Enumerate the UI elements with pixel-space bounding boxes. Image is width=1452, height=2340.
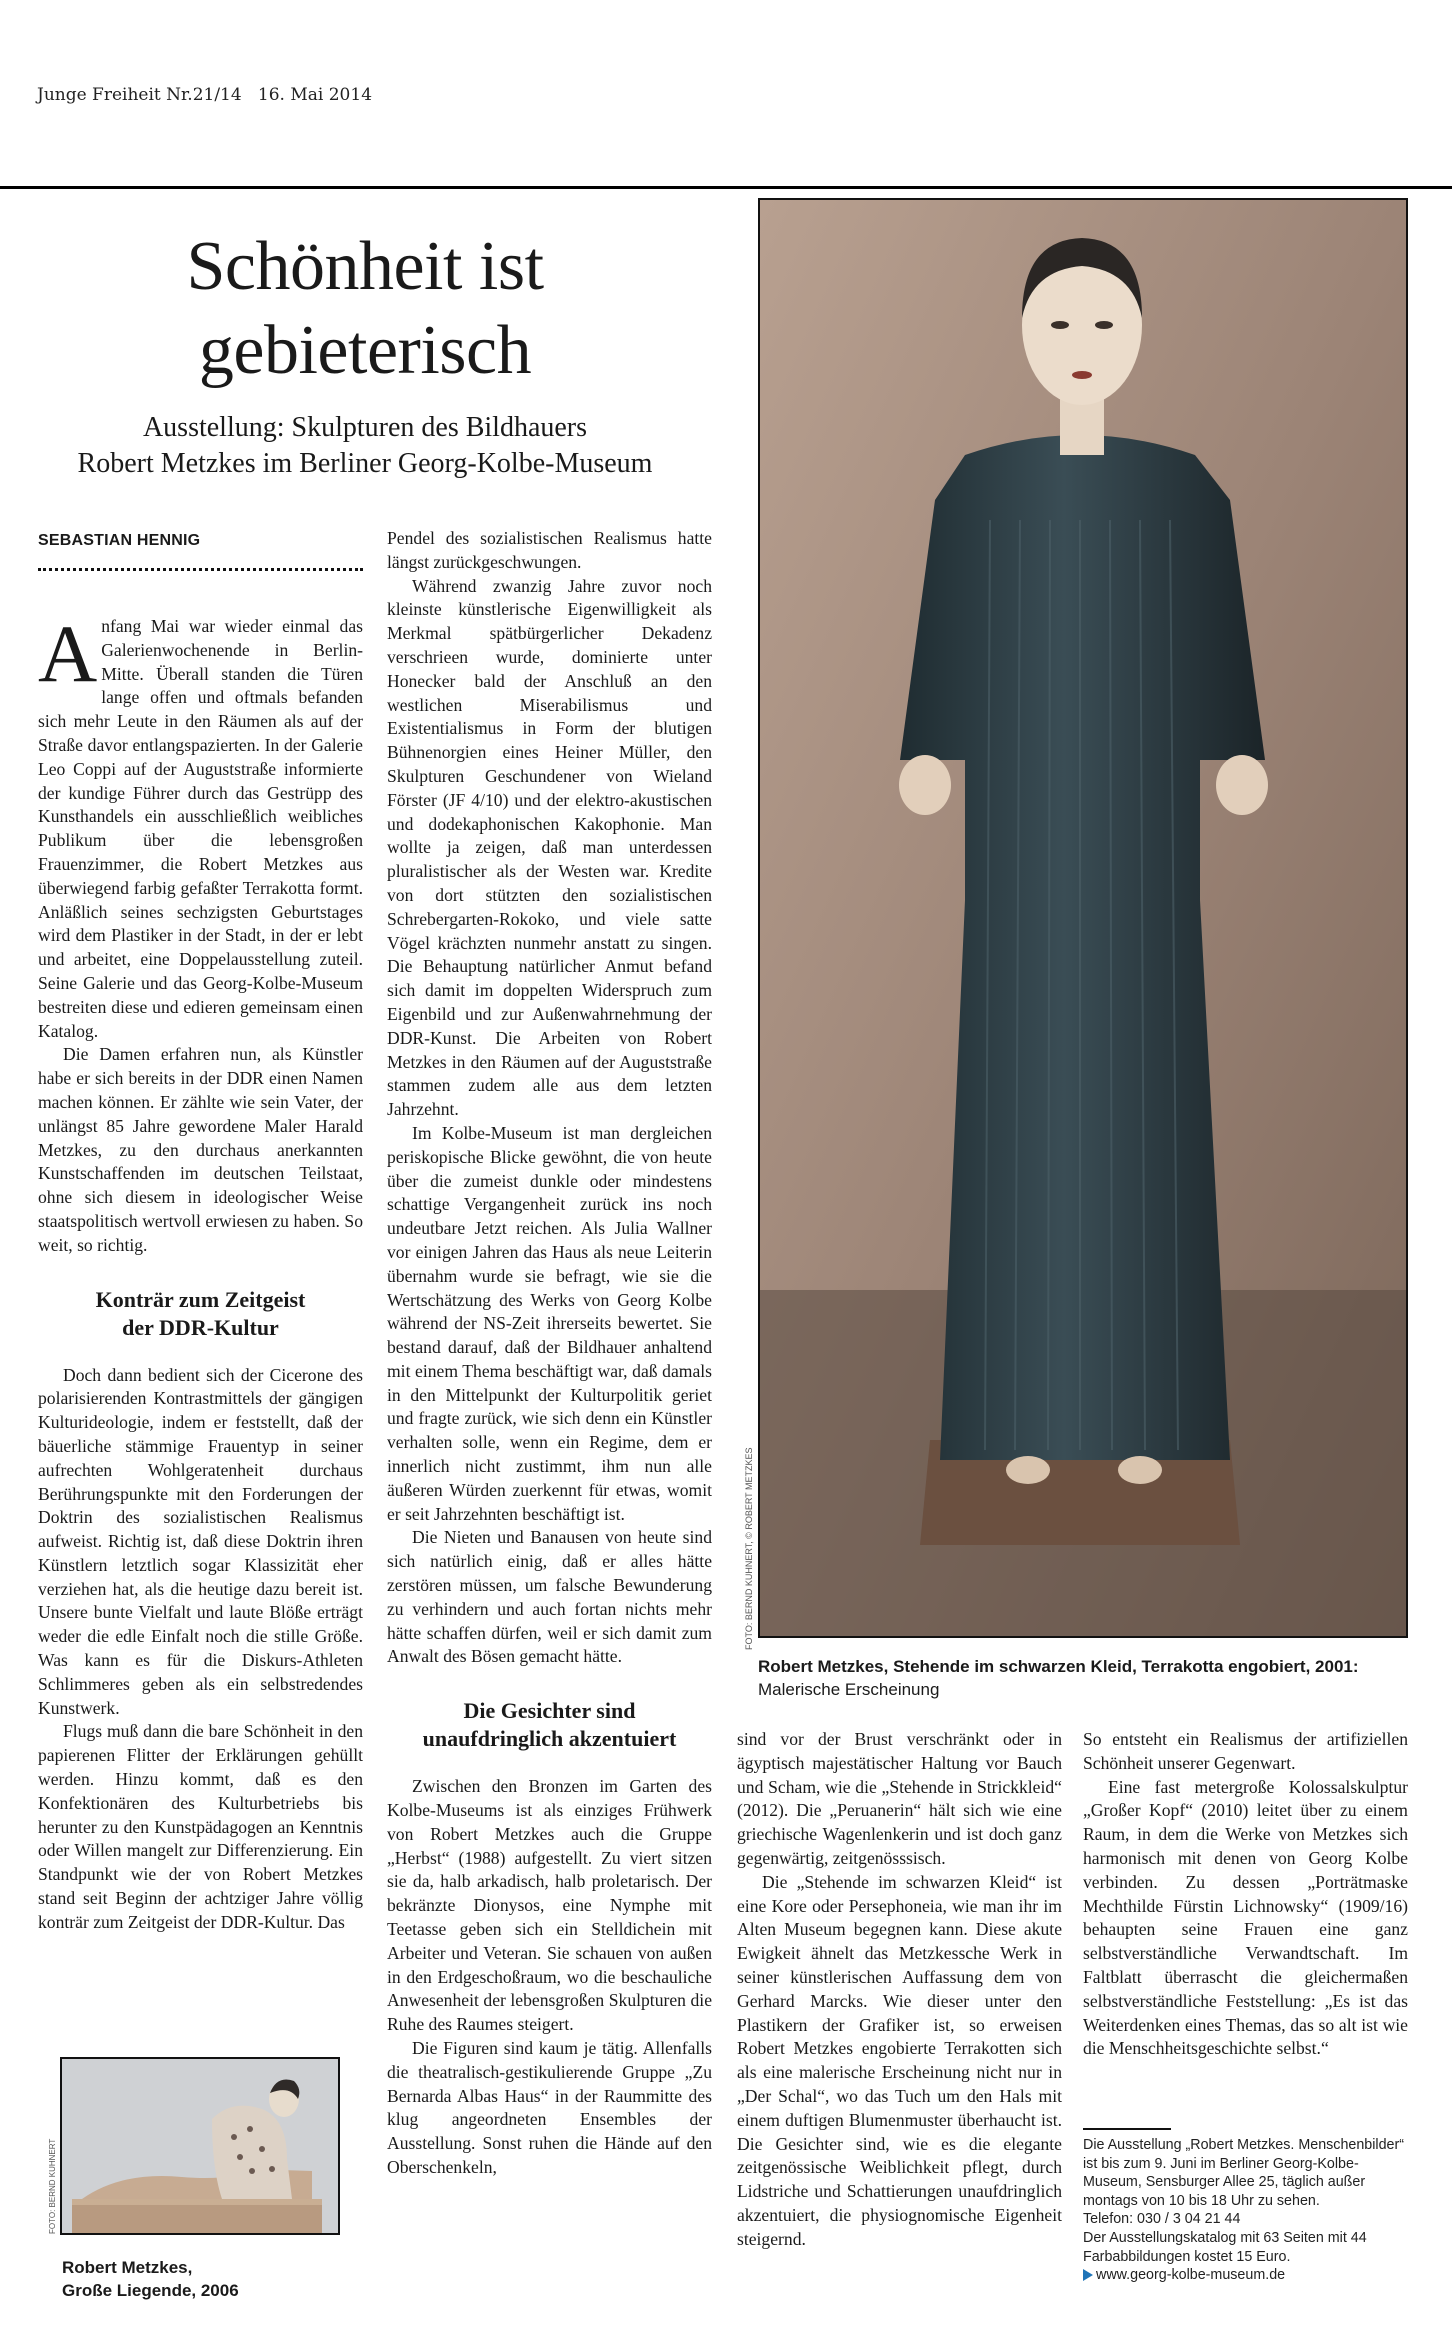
paragraph: Pendel des sozialistischen Realismus hatte längst zurückgeschwungen.: [387, 528, 712, 572]
paragraph: Flugs muß dann die bare Schönheit in den papierenen Flitter der Erklärungen gehüllt werden. Hinzu kommt, daß es den Konfektionären des Kulturbetriebs bis herunter zu den Kunstpädagogen an Kenntnis oder Willen mangelt zur Differenzierung. Ein Standpunkt wie der von Robert Metzkes stand seit Beginn der achtziger Jahre völlig konträr zum Zeitgeist der DDR-Kultur. Das: [38, 1721, 363, 1932]
paragraph: Während zwanzig Jahre zuvor noch kleinste künstlerische Eigenwilligkeit als Merkmal spätbürgerlicher Dekadenz verschrieen wurde, dominierte unter Honecker bald der Anschluß an den westlichen Miserabilismus und Existentialismus in Form der blutigen Bühnenorgien eines Heiner Müller, den Skulpturen Geschundener von Wieland Förster (JF 4/10) und der elektro-akustischen und dodekaphonischen Kakophonie. Man wollte ja zeigen, daß man unterdessen pluralistischer als der Westen war. Kredite von dort stützten den sozialistischen Schrebergarten-Rokoko, und viele satte Vögel krächzten nunmehr anstatt zu singen. Die Behauptung natürlicher Anmut befand sich damit im doppelten Widerspruch zum Eigenbild und zur Außenwahrnehmung der DDR-Kunst. Die Arbeiten von Robert Metzkes in den Räumen auf der Auguststraße stammen zudem alle aus dem letzten Jahrzehnt.: [387, 575, 712, 1120]
author-byline: SEBASTIAN HENNIG: [38, 532, 201, 549]
article-column-4: [1083, 1728, 1408, 2061]
article-column-1: [38, 608, 363, 1935]
publication-name: Junge Freiheit Nr.21/14: [37, 85, 242, 105]
paragraph-text: nfang Mai war wieder einmal das Galerienwochenende in Berlin-Mitte. Überall standen die Türen lange offen und oftmals befanden sich mehr Leute in den Räumen als auf der Straße davor entlangspazierten. In der Galerie Leo Coppi auf der Auguststraße informierte der kundige Führer durch das Gestrüpp des Kunsthandels ein ausschließlich weibliches Publikum über die lebensgroßen Frauenzimmer, die Robert Metzkes aus überwiegend farbig gefaßter Terrakotta formt. Anläßlich seines sechzigsten Geburtstages wird dem Plastiker in der Stadt, in der er lebt und arbeitet, eine Doppelausstellung zuteil. Seine Galerie und das Georg-Kolbe-Museum bestreiten diese und edieren gemeinsam einen Katalog.: [38, 616, 363, 1041]
paragraph: Die Nieten und Banausen von heute sind sich natürlich einig, daß er alles hätte zerstören müssen, um falsche Bewunderung zu verhindern und auch fortan nichts mehr hätte schaffen dürfen, weil er sich damit zum Anwalt des Bösen gemacht hätte.: [387, 1527, 712, 1667]
reclining-sculpture-illustration: [62, 2059, 338, 2233]
drop-cap: A: [38, 608, 98, 699]
info-box-rule: [1083, 2128, 1171, 2130]
paragraph: Zwischen den Bronzen im Garten des Kolbe-Museums ist als einziges Frühwerk von Robert Metzkes auch die Gruppe „Herbst“ (1988) aufgestellt. Zu viert sitzen sie da, halb arkadisch, halb proletarisch. Der bekränzte Dionysos, eine Nymphe mit Teetasse geben sich ein Stelldichein mit Arbeiter und Veteran. Sie schauen von außen in den Erdgeschoßraum, wo die beschauliche Anwesenheit der lebensgroßen Skulpturen die Ruhe des Raumes steigert.: [387, 1776, 712, 2035]
subheading-line: der DDR-Kultur: [122, 1314, 279, 1340]
paragraph: So entsteht ein Realismus der artifiziellen Schönheit unserer Gegenwart.: [1083, 1729, 1408, 1773]
caption-title: Robert Metzkes, Stehende im schwarzen Kleid, Terrakotta engobiert, 2001:: [758, 1657, 1359, 1676]
photo-credit: FOTO: BERND KUHNERT: [48, 2138, 57, 2234]
paragraph: Im Kolbe-Museum ist man dergleichen periskopische Blicke gewöhnt, die von heute über die zumeist dunkle oder mindestens schattige Vergangenheit zurück ins noch undeutbare Jetzt reichen. Als Julia Wallner vor einigen Jahren das Haus als neue Leiterin übernahm wurde sie befragt, wie sie die Wertschätzung des Werks von Georg Kolbe während der NS-Zeit ihrerseits bewertet. Sie bestand darauf, daß der Bildhauer anhaltend mit einem Thema beschäftigt war, daß damals in den Mittelpunkt der Kulturpolitik geriet und fragte zurück, wie sich denn ein Künstler verhalten solle, wenn ein Regime, dem er innerlich nicht zustimmt, ihm nun alle äußeren Würden zuerkennt für etwas, womit er seit Jahrzehnten beschäftigt ist.: [387, 1122, 712, 1524]
catalog-info: Der Ausstellungskatalog mit 63 Seiten mit 44 Farbabbildungen kostet 15 Euro.: [1083, 2229, 1367, 2265]
museum-link[interactable]: [1083, 2266, 1413, 2285]
photo-caption: [758, 1655, 1418, 1701]
paragraph: Die Figuren sind kaum je tätig. Allenfalls die theatralisch-gestikulierende Gruppe „Zu Bernarda Albas Haus“ in der Raummitte des klug angeordneten Ensembles der Ausstellung. Sonst ruhen die Hände auf den Oberschenkeln,: [387, 2038, 712, 2177]
page-header: [37, 85, 372, 105]
photo-caption: [62, 2256, 239, 2302]
triangle-right-icon: [1083, 2269, 1093, 2281]
paragraph: sind vor der Brust verschränkt oder in ägyptisch majestätischer Haltung vor Bauch und Scham, wie die „Stehende in Strickkleid“ (2012). Die „Peruanerin“ hält sich wie eine griechische Wagenlenkerin und ist doch ganz gegenwärtig, zeitgenösssisch.: [737, 1729, 1062, 1868]
paragraph: Die „Stehende im schwarzen Kleid“ ist eine Kore oder Persephoneia, wie man ihr im Alten Museum begegnen kann. Diese akute Ewigkeit ähnelt das Metzkessche Werk in seiner künstlerischen Auffassung dem von Gerhard Marcks. Wie dieser unter den Plastikern der Grafiker ist, so erweisen Robert Metzkes engobierte Terrakotten sich als eine malerische Erscheinung nicht nur in „Der Schal“, wo das Tuch um den Hals mit einem duftigen Blumenmuster überhaucht ist. Die Gesichter sind, wie es die elegante zeitgenössische Weiblichkeit pflegt, durch Lidstriche und Schattierungen unaufdringlich akzentuiert, die physiognomische Eigenheit steigernd.: [737, 1871, 1062, 2249]
subheadline-line: Robert Metzkes im Berliner Georg-Kolbe-Museum: [77, 448, 653, 479]
standing-sculpture-illustration: [760, 200, 1406, 1636]
subheading-line: Die Gesichter sind: [463, 1698, 636, 1724]
publication-date: 16. Mai 2014: [257, 85, 373, 105]
photo-grosse-liegende: [60, 2057, 340, 2235]
exhibition-info-box: [1083, 2136, 1413, 2285]
subheadline-line: Ausstellung: Skulpturen des Bildhauers: [142, 412, 588, 443]
section-subheading: [387, 1697, 712, 1753]
exhibition-details: Die Ausstellung „Robert Metzkes. Menschenbilder“ ist bis zum 9. Juni im Berliner Georg-Kolbe-Museum, Sensburger Allee 25, täglich außer montags von 10 bis 18 Uhr zu sehen.: [1083, 2137, 1405, 2209]
caption-line: Große Liegende, 2006: [62, 2281, 239, 2300]
headline-line: Schönheit ist: [186, 228, 544, 305]
photo-credit: FOTO: BERND KUHNERT, © ROBERT METZKES: [744, 1447, 754, 1650]
museum-url[interactable]: www.georg-kolbe-museum.de: [1096, 2267, 1286, 2284]
paragraph: Die Damen erfahren nun, als Künstler habe er sich bereits in der DDR einen Namen machen können. Er zählte wie sein Vater, der unlängst 85 Jahre gewordene Maler Harald Metzkes, zu den durchaus anerkannten Kunstschaffenden im deutschen Teilstaat, ohne sich diesem in ideologischer Weise staatspolitisch wertvoll erwiesen zu haben. So weit, so richtig.: [38, 1044, 363, 1255]
article-column-3: [737, 1728, 1062, 2252]
subheadline: [40, 410, 690, 482]
article-column-2: [387, 527, 712, 2180]
paragraph: Doch dann bedient sich der Cicerone des polarisierenden Kontrastmittels der gängigen Kulturideologie, indem er feststellt, daß der bäuerliche stämmige Frauentyp in seiner aufrechten Wohlgeratenheit durchaus Berührungspunkte mit den Forderungen der Doktrin des sozialistischen Realismus aufweist. Richtig ist, daß diese Doktrin ihren Künstlern letztlich sogar Klassizität eher verziehen hat, als die heutige dazu bereit ist. Unsere bunte Vielfalt und laute Blöße erträgt weder die edle Einfalt noch die stille Größe. Was kann es für die Diskurs-Athleten Schlimmeres geben als ein selbstredendes Kunstwerk.: [38, 1364, 363, 1718]
caption-line: Robert Metzkes,: [62, 2258, 193, 2277]
paragraph: Eine fast metergroße Kolossalskulptur „Großer Kopf“ (2010) leitet über zu einem Raum, in dem die Werke von Metzkes sich harmonisch mit denen von Georg Kolbe verbinden. Zu dessen „Porträtmaske Mechthilde Fürstin Lichnowsky“ (1909/16) behaupten seine Frauen eine ganz selbstverständliche Verwandtschaft. Im Faltblatt überrascht die gleichermaßen selbstverständliche Feststellung: „Es ist das Weiterdenken eines Themas, das so alt ist wie die Menschheitsgeschichte selbst.“: [1083, 1776, 1408, 2059]
header-rule: [0, 186, 1452, 189]
subheading-line: Konträr zum Zeitgeist: [95, 1286, 306, 1312]
subheading-line: unaufdringlich akzentuiert: [422, 1726, 677, 1752]
photo-stehende-im-schwarzen-kleid: [758, 198, 1408, 1638]
headline: [40, 225, 690, 393]
section-subheading: [38, 1286, 363, 1342]
phone-number: Telefon: 030 / 3 04 21 44: [1083, 2211, 1241, 2228]
caption-text: Malerische Erscheinung: [758, 1680, 940, 1699]
paragraph: [38, 608, 363, 1043]
headline-line: gebieterisch: [198, 312, 532, 389]
byline-dotted-rule: [38, 568, 363, 571]
